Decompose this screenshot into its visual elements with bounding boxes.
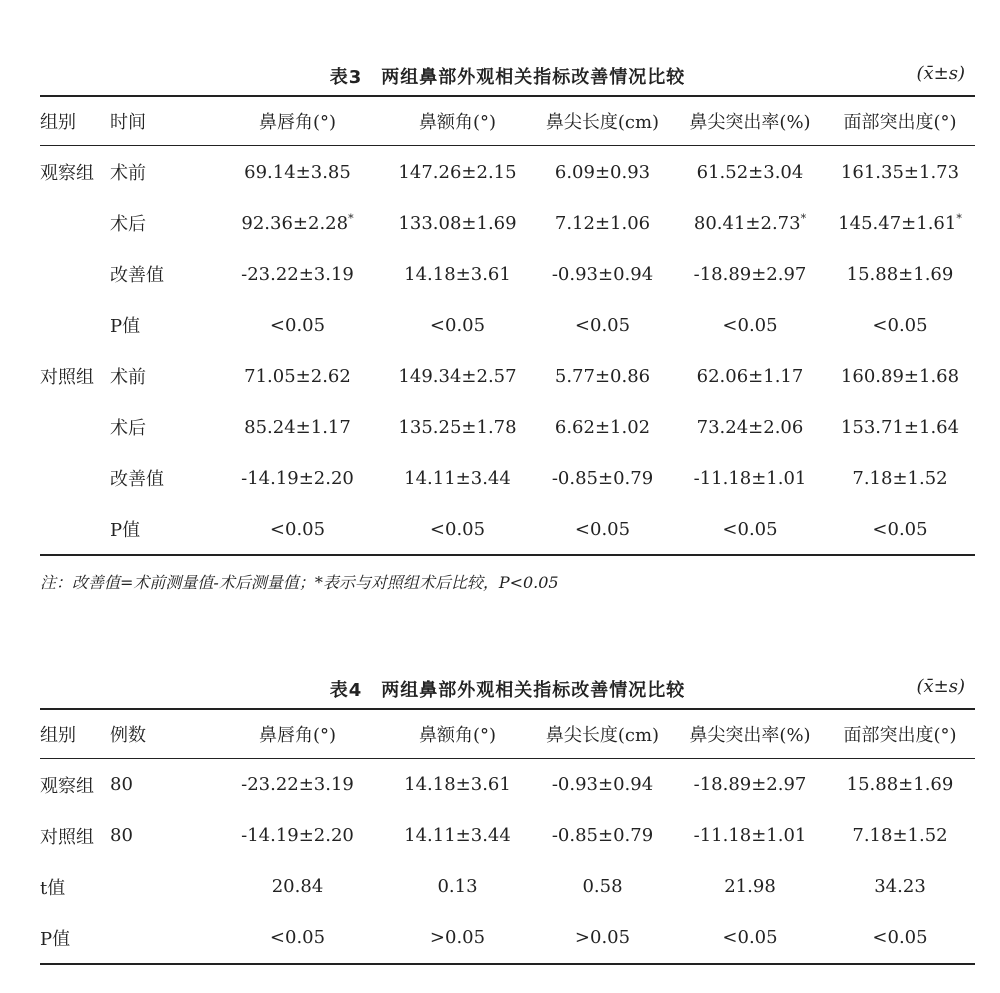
table3-nasolabial-cell bbox=[210, 401, 385, 452]
table4-nasolabial-cell-value: -14.19±2.20 bbox=[241, 825, 354, 846]
table4-group-cell-value: 对照组 bbox=[40, 826, 94, 848]
table3-tip-length-cell-value: <0.05 bbox=[574, 314, 631, 336]
table4-tip-length-cell bbox=[530, 912, 675, 964]
table3-nasofrontal-cell bbox=[385, 299, 530, 350]
table3-group-cell bbox=[40, 299, 110, 350]
table4-count-cell bbox=[110, 861, 210, 912]
table3-note: 注：改善值=术前测量值-术后测量值；*表示与对照组术后比较，P<0.05 bbox=[40, 573, 559, 592]
table3-tip-projection-cell-value: <0.05 bbox=[722, 314, 778, 336]
table3-facial-projection-cell bbox=[825, 146, 975, 198]
table3-tip-projection-cell-value: 73.24±2.06 bbox=[696, 416, 804, 438]
table4-nasofrontal-cell-value: 0.13 bbox=[437, 876, 478, 897]
table3-tip-length-cell-value: -0.93±0.94 bbox=[551, 263, 654, 285]
table3-header-nasofrontal: 鼻额角(°) bbox=[418, 112, 497, 133]
table4-nasofrontal-cell bbox=[385, 861, 530, 912]
table4-tip-projection-cell-value: -18.89±2.97 bbox=[693, 774, 807, 795]
table3-group-cell-value: 对照组 bbox=[40, 366, 94, 388]
table3-facial-projection-cell-value: <0.05 bbox=[872, 518, 928, 540]
table4-group-cell bbox=[40, 912, 110, 964]
table3-nasofrontal-cell bbox=[385, 248, 530, 299]
table3-time-cell bbox=[110, 197, 210, 248]
table3-group-cell-value: 观察组 bbox=[40, 162, 94, 184]
table3-nasolabial-cell-value: 92.36±2.28 bbox=[241, 212, 349, 234]
table3-tip-projection-cell bbox=[675, 401, 825, 452]
table3-nasolabial-cell bbox=[210, 197, 385, 248]
table3-facial-projection-cell bbox=[825, 299, 975, 350]
table3-nasolabial-cell bbox=[210, 146, 385, 198]
table4-tip-projection-cell bbox=[675, 912, 825, 964]
table3-tip-projection-cell-value: -11.18±1.01 bbox=[693, 467, 807, 489]
table3-nasofrontal-cell bbox=[385, 146, 530, 198]
table3-tip-length-cell bbox=[530, 197, 675, 248]
table4-nasofrontal-cell-value: 14.18±3.61 bbox=[404, 774, 511, 795]
table3-tip-length-cell bbox=[530, 299, 675, 350]
table3-nasofrontal-cell-value: 149.34±2.57 bbox=[398, 365, 517, 387]
table4-facial-projection-cell bbox=[825, 810, 975, 861]
table4-facial-projection-cell-value: 34.23 bbox=[874, 876, 926, 897]
table3-nasofrontal-cell-value: 133.08±1.69 bbox=[398, 212, 517, 234]
table4-header-group: 组别 bbox=[40, 725, 76, 746]
table4-group-cell-value: P值 bbox=[40, 928, 71, 950]
table3-tip-length-cell-value: -0.85±0.79 bbox=[551, 467, 654, 489]
table4-count-cell-value: 80 bbox=[110, 825, 133, 846]
table4-group-cell bbox=[40, 759, 110, 811]
table3-nasolabial-cell-value: 85.24±1.17 bbox=[244, 416, 351, 438]
table4-row bbox=[40, 861, 975, 912]
table3-row bbox=[40, 299, 975, 350]
table3-time-cell bbox=[110, 503, 210, 555]
table3-group-cell bbox=[40, 146, 110, 198]
table3-group-cell bbox=[40, 401, 110, 452]
table3-caption-row bbox=[40, 55, 975, 95]
table4-count-cell bbox=[110, 912, 210, 964]
table3-tip-length-cell bbox=[530, 503, 675, 555]
table3-caption: 表3 两组鼻部外观相关指标改善情况比较 bbox=[329, 67, 686, 88]
table3-facial-projection-cell-value: <0.05 bbox=[872, 314, 928, 336]
table3-stat-note: (x̄±s) bbox=[916, 63, 965, 84]
table4-tip-length-cell-value: -0.93±0.94 bbox=[551, 774, 654, 795]
table3-tip-length-cell bbox=[530, 146, 675, 198]
table3-tip-length-cell bbox=[530, 350, 675, 401]
table4-header-nasolabial: 鼻唇角(°) bbox=[258, 725, 337, 746]
table4-header-tip-projection: 鼻尖突出率(%) bbox=[689, 725, 811, 746]
table3-tip-projection-cell-value: <0.05 bbox=[722, 518, 778, 540]
table3-time-cell bbox=[110, 452, 210, 503]
table4-tip-projection-cell bbox=[675, 861, 825, 912]
table4-tip-projection-cell bbox=[675, 810, 825, 861]
table3-facial-projection-cell-value: 161.35±1.73 bbox=[840, 161, 960, 183]
table3-tip-length-cell bbox=[530, 248, 675, 299]
table3-header-time: 时间 bbox=[110, 112, 146, 133]
table3-nasofrontal-cell-value: <0.05 bbox=[429, 314, 486, 336]
table4-row bbox=[40, 759, 975, 811]
table4-grid bbox=[40, 708, 975, 965]
table3-group-cell bbox=[40, 452, 110, 503]
table3-facial-projection-cell-value: 7.18±1.52 bbox=[852, 467, 948, 489]
table4-caption: 表4 两组鼻部外观相关指标改善情况比较 bbox=[329, 680, 686, 701]
table3-time-cell bbox=[110, 146, 210, 198]
table4-nasofrontal-cell bbox=[385, 810, 530, 861]
table3-tip-projection-cell bbox=[675, 452, 825, 503]
table3-nasolabial-cell bbox=[210, 350, 385, 401]
table3-group-cell bbox=[40, 350, 110, 401]
table4-header-facial-projection: 面部突出度(°) bbox=[843, 725, 957, 746]
table3-facial-projection-cell bbox=[825, 248, 975, 299]
table3-nasofrontal-cell-value: 147.26±2.15 bbox=[398, 161, 517, 183]
table3-tip-projection-cell bbox=[675, 299, 825, 350]
table3-header-tip-length: 鼻尖长度(cm) bbox=[545, 112, 660, 133]
table3-facial-projection-cell-significance-mark: * bbox=[956, 211, 962, 225]
table4-tip-projection-cell-value: -11.18±1.01 bbox=[693, 825, 807, 846]
table4-tip-length-cell-value: -0.85±0.79 bbox=[551, 825, 654, 846]
table4-facial-projection-cell bbox=[825, 861, 975, 912]
table3-time-cell bbox=[110, 401, 210, 452]
table4-nasofrontal-cell-value: >0.05 bbox=[429, 927, 486, 948]
table3-tip-length-cell-value: 7.12±1.06 bbox=[554, 212, 651, 234]
table3-header-row bbox=[40, 96, 975, 146]
table4-facial-projection-cell-value: 15.88±1.69 bbox=[846, 774, 954, 795]
table3-time-cell-value: 术后 bbox=[110, 213, 146, 235]
table3-nasolabial-cell bbox=[210, 503, 385, 555]
table3-nasofrontal-cell-value: 135.25±1.78 bbox=[398, 416, 517, 438]
table3-tip-projection-cell bbox=[675, 146, 825, 198]
table4-header-count: 例数 bbox=[110, 725, 146, 746]
table4-nasolabial-cell bbox=[210, 861, 385, 912]
table3-tip-projection-cell bbox=[675, 350, 825, 401]
table3-tip-projection-cell-value: 62.06±1.17 bbox=[696, 365, 804, 387]
table3 bbox=[40, 55, 975, 556]
table4-caption-row bbox=[40, 668, 975, 708]
table3-nasolabial-cell bbox=[210, 299, 385, 350]
table4-group-cell-value: t值 bbox=[40, 877, 66, 899]
table3-row bbox=[40, 401, 975, 452]
table3-facial-projection-cell-value: 15.88±1.69 bbox=[846, 263, 954, 285]
table3-tip-length-cell-value: 5.77±0.86 bbox=[554, 365, 651, 387]
table4-nasolabial-cell bbox=[210, 759, 385, 811]
table3-nasofrontal-cell bbox=[385, 503, 530, 555]
table4-count-cell bbox=[110, 810, 210, 861]
table3-group-cell bbox=[40, 503, 110, 555]
table4-nasolabial-cell-value: 20.84 bbox=[271, 876, 324, 897]
table4-nasofrontal-cell-value: 14.11±3.44 bbox=[404, 825, 511, 846]
table3-time-cell-value: 改善值 bbox=[110, 468, 164, 490]
table3-tip-projection-cell bbox=[675, 503, 825, 555]
table4-header-row bbox=[40, 709, 975, 759]
table4-tip-length-cell bbox=[530, 759, 675, 811]
table3-time-cell-value: 术前 bbox=[110, 162, 146, 184]
table3-group-cell bbox=[40, 197, 110, 248]
table3-time-cell bbox=[110, 350, 210, 401]
table3-facial-projection-cell-value: 145.47±1.61 bbox=[838, 212, 957, 234]
table3-facial-projection-cell-value: 160.89±1.68 bbox=[840, 365, 960, 387]
table4-stat-note: (x̄±s) bbox=[916, 676, 965, 697]
table4-tip-length-cell-value: >0.05 bbox=[574, 927, 631, 948]
table3-row bbox=[40, 248, 975, 299]
table3-nasofrontal-cell-value: <0.05 bbox=[429, 518, 486, 540]
table3-time-cell-value: P值 bbox=[110, 315, 141, 337]
table4 bbox=[40, 668, 975, 965]
table3-nasolabial-cell bbox=[210, 248, 385, 299]
table3-nasolabial-cell-value: 71.05±2.62 bbox=[244, 365, 351, 387]
table3-time-cell bbox=[110, 299, 210, 350]
table3-time-cell bbox=[110, 248, 210, 299]
table3-tip-length-cell bbox=[530, 401, 675, 452]
table3-row bbox=[40, 350, 975, 401]
table3-group-cell bbox=[40, 248, 110, 299]
table3-nasolabial-cell-value: <0.05 bbox=[269, 518, 326, 540]
table4-group-cell-value: 观察组 bbox=[40, 775, 94, 797]
table4-count-cell-value: 80 bbox=[110, 774, 133, 795]
table3-facial-projection-cell bbox=[825, 350, 975, 401]
table3-nasolabial-cell bbox=[210, 452, 385, 503]
table3-tip-projection-cell-value: 80.41±2.73 bbox=[693, 212, 801, 234]
table3-header-facial-projection: 面部突出度(°) bbox=[843, 112, 957, 133]
table3-nasofrontal-cell bbox=[385, 197, 530, 248]
table4-facial-projection-cell bbox=[825, 912, 975, 964]
table3-header-group: 组别 bbox=[40, 112, 76, 133]
table3-row bbox=[40, 503, 975, 555]
table4-nasolabial-cell bbox=[210, 810, 385, 861]
table4-nasofrontal-cell bbox=[385, 759, 530, 811]
table4-header-nasofrontal: 鼻额角(°) bbox=[418, 725, 497, 746]
table3-row bbox=[40, 197, 975, 248]
table3-tip-length-cell-value: 6.62±1.02 bbox=[554, 416, 651, 438]
table3-nasolabial-cell-value: -14.19±2.20 bbox=[241, 467, 354, 489]
table4-group-cell bbox=[40, 861, 110, 912]
table3-nasolabial-cell-value: -23.22±3.19 bbox=[241, 263, 354, 285]
table4-nasolabial-cell-value: -23.22±3.19 bbox=[241, 774, 354, 795]
table3-tip-projection-cell bbox=[675, 248, 825, 299]
table3-nasolabial-cell-value: <0.05 bbox=[269, 314, 326, 336]
table3-tip-projection-cell-significance-mark: * bbox=[800, 211, 807, 225]
table3-tip-length-cell-value: 6.09±0.93 bbox=[554, 161, 651, 183]
table3-nasolabial-cell-significance-mark: * bbox=[348, 211, 354, 225]
table4-facial-projection-cell bbox=[825, 759, 975, 811]
table3-facial-projection-cell bbox=[825, 452, 975, 503]
table3-nasofrontal-cell-value: 14.11±3.44 bbox=[404, 467, 511, 489]
table3-nasofrontal-cell-value: 14.18±3.61 bbox=[404, 263, 511, 285]
table3-time-cell-value: P值 bbox=[110, 519, 141, 541]
table4-count-cell bbox=[110, 759, 210, 811]
table3-facial-projection-cell bbox=[825, 503, 975, 555]
table3-row bbox=[40, 146, 975, 198]
table4-tip-projection-cell bbox=[675, 759, 825, 811]
table3-tip-projection-cell bbox=[675, 197, 825, 248]
table3-grid bbox=[40, 95, 975, 556]
table3-header-nasolabial: 鼻唇角(°) bbox=[258, 112, 337, 133]
table3-nasofrontal-cell bbox=[385, 401, 530, 452]
table4-facial-projection-cell-value: <0.05 bbox=[872, 927, 928, 948]
table4-tip-projection-cell-value: 21.98 bbox=[724, 876, 776, 897]
table4-nasolabial-cell-value: <0.05 bbox=[269, 927, 326, 948]
table4-row bbox=[40, 810, 975, 861]
table3-nasolabial-cell-value: 69.14±3.85 bbox=[244, 161, 351, 183]
table3-row bbox=[40, 452, 975, 503]
table3-time-cell-value: 术后 bbox=[110, 417, 146, 439]
table4-tip-length-cell bbox=[530, 810, 675, 861]
table3-tip-projection-cell-value: 61.52±3.04 bbox=[696, 161, 804, 183]
table3-tip-length-cell-value: <0.05 bbox=[574, 518, 631, 540]
table3-nasofrontal-cell bbox=[385, 452, 530, 503]
table4-tip-length-cell-value: 0.58 bbox=[582, 876, 623, 897]
table3-time-cell-value: 改善值 bbox=[110, 264, 164, 286]
table4-row bbox=[40, 912, 975, 964]
table3-header-tip-projection: 鼻尖突出率(%) bbox=[689, 112, 811, 133]
table4-group-cell bbox=[40, 810, 110, 861]
table4-tip-projection-cell-value: <0.05 bbox=[722, 927, 778, 948]
table4-nasofrontal-cell bbox=[385, 912, 530, 964]
table3-facial-projection-cell-value: 153.71±1.64 bbox=[840, 416, 960, 438]
table4-tip-length-cell bbox=[530, 861, 675, 912]
table3-nasofrontal-cell bbox=[385, 350, 530, 401]
table3-time-cell-value: 术前 bbox=[110, 366, 146, 388]
table4-nasolabial-cell bbox=[210, 912, 385, 964]
table3-facial-projection-cell bbox=[825, 197, 975, 248]
table3-tip-projection-cell-value: -18.89±2.97 bbox=[693, 263, 807, 285]
table3-tip-length-cell bbox=[530, 452, 675, 503]
table3-facial-projection-cell bbox=[825, 401, 975, 452]
table4-facial-projection-cell-value: 7.18±1.52 bbox=[852, 825, 948, 846]
table4-header-tip-length: 鼻尖长度(cm) bbox=[545, 725, 660, 746]
